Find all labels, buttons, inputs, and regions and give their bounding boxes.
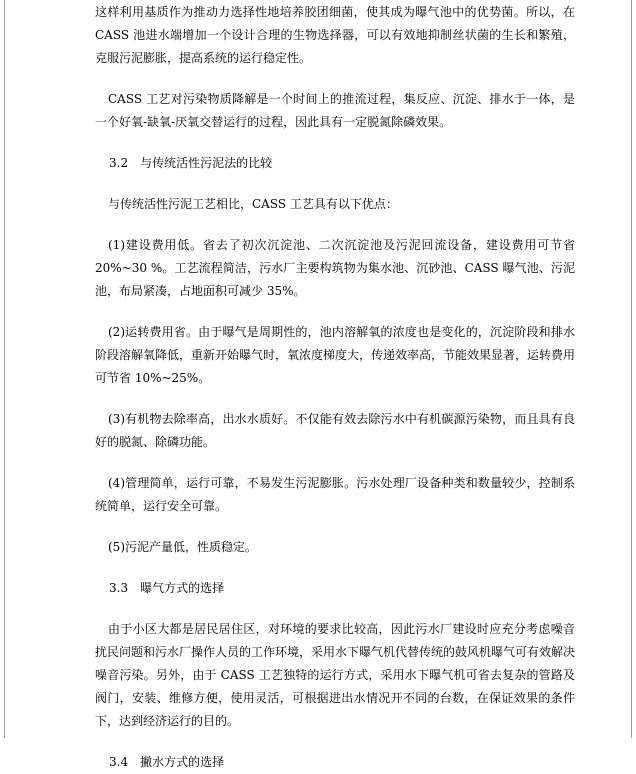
page-right-edge <box>631 0 632 738</box>
paragraph: (2)运转费用省。由于曝气是周期性的，池内溶解氧的浓度也是变化的，沉淀阶段和排水阶段溶解氧降低，重新开始曝气时，氧浓度梯度大，传递效率高，节能效果显著，运转费用可节省 10%~25%。 <box>95 325 576 385</box>
paragraph: (4)管理简单，运行可靠，不易发生污泥膨胀。污水处理厂设备种类和数量较少，控制系统简单，运行安全可靠。 <box>95 476 575 513</box>
paragraph: 这样利用基质作为推动力选择性地培养胶团细菌，使其成为曝气池中的优势菌。所以，在 CASS 池进水端增加一个设计合理的生物选择器，可以有效地抑制丝状菌的生长和繁殖，克服污泥膨胀，提高系统的运行稳定性。 <box>95 5 575 65</box>
section-heading-3-3: 3.3 曝气方式的选择 <box>109 581 225 595</box>
section-heading-3-4: 3.4 撇水方式的选择 <box>109 755 225 769</box>
paragraph: 由于小区大都是居民居住区，对环境的要求比较高，因此污水厂建设时应充分考虑噪音扰民问题和污水厂操作人员的工作环境，采用水下曝气机代替传统的鼓风机曝气可有效解决噪音污染。另外，由于 CASS 工艺独特的运行方式，采用水下曝气机可省去复杂的管路及阀门，安装、维修方便，使用灵活，可根据进出水情况开不同的台数，在保证效果的条件下，达到经济运行的目的。 <box>95 622 576 728</box>
paragraph: CASS 工艺对污染物质降解是一个时间上的推流过程，集反应、沉淀、排水于一体，是一个好氧-缺氧-厌氧交替运行的过程，因此具有一定脱氮除磷效果。 <box>95 92 575 129</box>
paragraph: (3)有机物去除率高，出水水质好。不仅能有效去除污水中有机碳源污染物，而且具有良好的脱氮、除磷功能。 <box>95 412 575 449</box>
page-left-edge <box>4 0 5 738</box>
document-content <box>95 1 575 774</box>
section-heading-3-2: 3.2 与传统活性污泥法的比较 <box>109 156 273 170</box>
paragraph: 与传统活性污泥工艺相比，CASS 工艺具有以下优点： <box>108 197 398 211</box>
paragraph: (5)污泥产量低，性质稳定。 <box>108 540 257 554</box>
paragraph: (1)建设费用低。省去了初次沉淀池、二次沉淀池及污泥回流设备，建设费用可节省 20%~30 %。工艺流程简洁，污水厂主要构筑物为集水池、沉砂池、CASS 曝气池、污泥池，布局紧凑，占地面积可减少 35%。 <box>95 238 575 298</box>
